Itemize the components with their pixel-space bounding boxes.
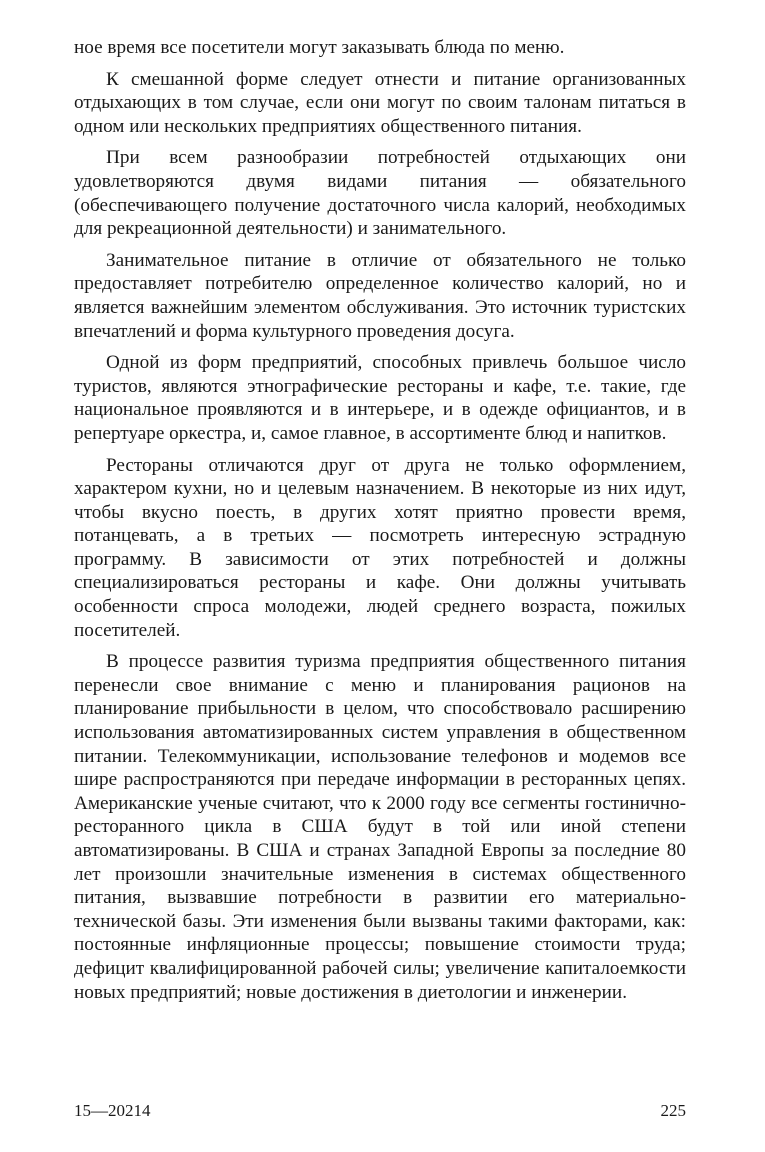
paragraph-4: Занимательное питание в отличие от обязательного не только предоставляет потребителю определенное количество калорий, но и является важнейшим элементом обслуживания. Это источник туристских впечатлений и форма культурного проведения досуга. <box>74 249 686 342</box>
paragraph-1: ное время все посетители могут заказывать блюда по меню. <box>74 37 565 58</box>
page-number: 225 <box>660 1101 686 1120</box>
paragraph-7: В процессе развития туризма предприятия общественного питания перенесли свое внимание с меню и планирования рационов на планирование прибыльности в целом, что способствовало расширению использования автоматизированных систем управления в общественном питании. Телекоммуникации, использование телефонов и модемов все шире распространяются при передаче информации в ресторанных цепях. Американские ученые считают, что к 2000 году все сегменты гостинично-ресторанного цикла в США будут в той или иной степени автоматизированы. В США и странах Западной Европы за последние 80 лет произошли значительные изменения в системах общественного питания, вызвавшие потребности в развитии его материально-технической базы. Эти изменения были вызваны такими факторами, как: постоянные инфляционные процессы; повышение стоимости труда; дефицит квалифицированной рабочей силы; увеличение капиталоемкости новых предприятий; новые достижения в диетологии и инженерии. <box>74 651 686 1003</box>
page-body <box>74 36 686 1004</box>
paragraph-3: При всем разнообразии потребностей отдыхающих они удовлетворяются двумя видами питания — обязательного (обеспечивающего получение достаточного числа калорий, необходимых для рекреационной деятельности) и занимательного. <box>74 147 686 240</box>
paragraph-5: Одной из форм предприятий, способных привлечь большое число туристов, являются этнографические рестораны и кафе, т.е. такие, где национальное проявляются и в интерьере, и в одежде официантов, и в репертуаре оркестра, и, самое главное, в ассортименте блюд и напитков. <box>74 352 686 444</box>
printer-signature: 15—20214 <box>74 1101 151 1120</box>
paragraph-6: Рестораны отличаются друг от друга не только оформлением, характером кухни, но и целевым назначением. В некоторые из них идут, чтобы вкусно поесть, в других хотят приятно провести время, потанцевать, а в третьих — посмотреть интересную эстрадную программу. В зависимости от этих потребностей и должны специализироваться рестораны и кафе. Они должны учитывать особенности спроса молодежи, людей среднего возраста, пожилых посетителей. <box>74 454 686 641</box>
paragraph-2: К смешанной форме следует отнести и питание организованных отдыхающих в том случае, если они могут по своим талонам питаться в одном или нескольких предприятиях общественного питания. <box>74 68 686 137</box>
